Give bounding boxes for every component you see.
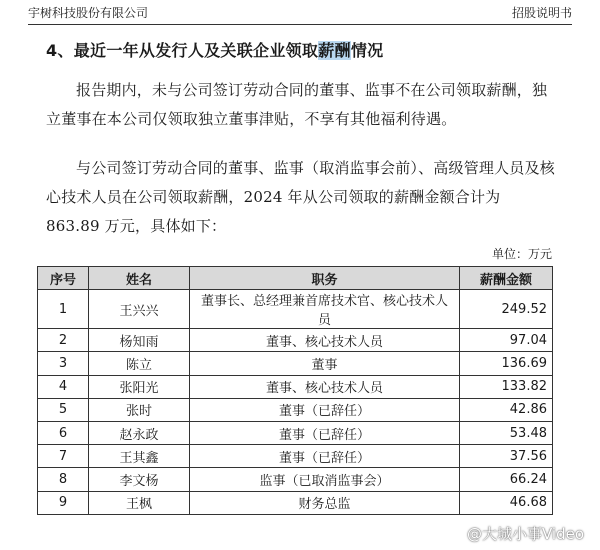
table-row (38, 329, 553, 352)
cell-position: 董事（已辞任） (190, 398, 460, 421)
cell-no: 9 (38, 491, 89, 514)
header-no: 序号 (38, 267, 89, 290)
cell-position: 财务总监 (190, 491, 460, 514)
cell-position: 董事、核心技术人员 (190, 329, 460, 352)
table-row (38, 375, 553, 398)
cell-position: 董事、核心技术人员 (190, 375, 460, 398)
section-title (46, 38, 383, 61)
cell-amount: 66.24 (460, 468, 553, 491)
cell-name: 王枫 (89, 491, 190, 514)
cell-name: 赵永政 (89, 421, 190, 444)
cell-name: 王其鑫 (89, 445, 190, 468)
table-row (38, 468, 553, 491)
cell-name: 王兴兴 (89, 290, 190, 329)
section-title-post: 情况 (350, 41, 384, 60)
cell-name: 李文杨 (89, 468, 190, 491)
header-doc-type: 招股说明书 (511, 6, 572, 20)
table-row (38, 398, 553, 421)
paragraph-2: 与公司签订劳动合同的董事、监事（取消监事会前）、高级管理人员及核心技术人员在公司领取薪酬，2024 年从公司领取的薪酬金额合计为 863.89 万元，具体如下： (46, 159, 555, 235)
section-title-pre: 4、最近一年从发行人及关联企业领取 (46, 41, 319, 60)
paragraph-1: 报告期内，未与公司签订劳动合同的董事、监事不在公司领取薪酬，独立董事在本公司仅领取独立董事津贴，不享有其他福利待遇。 (46, 81, 548, 128)
cell-position: 董事（已辞任） (190, 421, 460, 444)
table-row (38, 445, 553, 468)
cell-amount: 42.86 (460, 398, 553, 421)
table-row (38, 491, 553, 514)
cell-name: 陈立 (89, 352, 190, 375)
table-row (38, 352, 553, 375)
page-header (28, 4, 572, 25)
table-row (38, 290, 553, 329)
cell-no: 7 (38, 445, 89, 468)
cell-amount: 136.69 (460, 352, 553, 375)
header-name: 姓名 (89, 267, 190, 290)
section-title-highlight: 薪酬 (318, 41, 351, 60)
watermark: @大城小事Video (466, 525, 584, 543)
cell-no: 1 (38, 290, 89, 329)
cell-amount: 53.48 (460, 421, 553, 444)
cell-position: 董事（已辞任） (190, 445, 460, 468)
cell-position: 监事（已取消监事会） (190, 468, 460, 491)
cell-name: 杨知雨 (89, 329, 190, 352)
cell-amount: 46.68 (460, 491, 553, 514)
cell-amount: 133.82 (460, 375, 553, 398)
cell-amount: 97.04 (460, 329, 553, 352)
cell-no: 5 (38, 398, 89, 421)
cell-amount: 37.56 (460, 445, 553, 468)
cell-name: 张阳光 (89, 375, 190, 398)
header-amount: 薪酬金额 (460, 267, 553, 290)
header-position: 职务 (190, 267, 460, 290)
cell-name: 张时 (89, 398, 190, 421)
cell-no: 2 (38, 329, 89, 352)
table-row (38, 421, 553, 444)
compensation-table (37, 266, 553, 515)
cell-no: 6 (38, 421, 89, 444)
unit-label: 单位：万元 (491, 247, 552, 261)
cell-no: 8 (38, 468, 89, 491)
cell-no: 3 (38, 352, 89, 375)
cell-position: 董事长、总经理兼首席技术官、核心技术人员 (190, 290, 460, 329)
cell-position: 董事 (190, 352, 460, 375)
cell-no: 4 (38, 375, 89, 398)
cell-amount: 249.52 (460, 290, 553, 329)
header-company: 宇树科技股份有限公司 (28, 6, 149, 20)
table-header-row (38, 267, 553, 290)
